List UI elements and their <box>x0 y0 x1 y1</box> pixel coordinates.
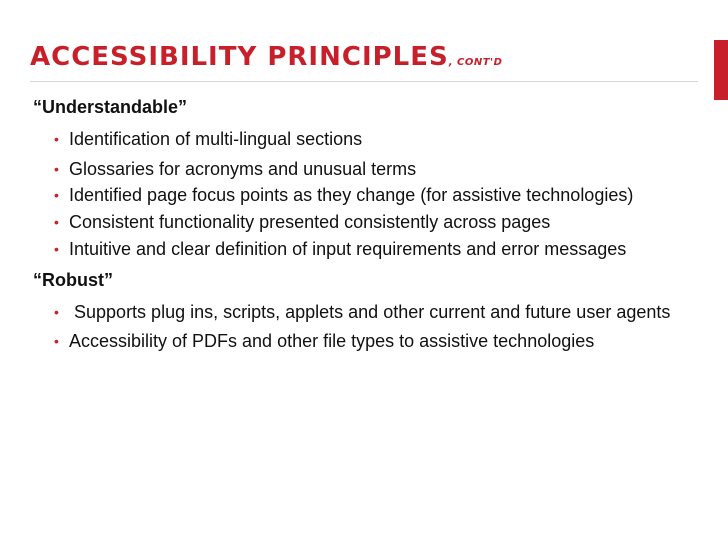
bullet-glyph: • <box>54 333 59 349</box>
bullet-item <box>50 211 698 233</box>
bullet-text: Intuitive and clear definition of input requirements and error messages <box>69 239 627 259</box>
bullet-item <box>50 301 698 323</box>
bullet-glyph: • <box>54 131 59 147</box>
bullet-glyph: • <box>54 214 59 230</box>
section-heading-understandable: “Understandable” <box>33 97 188 117</box>
bullet-glyph: • <box>54 304 59 320</box>
bullet-text: Accessibility of PDFs and other file types to assistive technologies <box>69 331 595 351</box>
bullet-text: Glossaries for acronyms and unusual terms <box>69 159 417 179</box>
slide-title <box>30 35 502 73</box>
section-heading-robust: “Robust” <box>33 270 113 290</box>
bullet-item <box>50 184 698 206</box>
bullet-text: Consistent functionality presented consistently across pages <box>69 212 551 232</box>
bullet-item <box>50 330 698 352</box>
bullet-list-robust <box>33 301 698 352</box>
bullet-item <box>50 128 698 150</box>
section-understandable <box>33 96 698 260</box>
bullet-text: Identified page focus points as they change (for assistive technologies) <box>69 185 634 205</box>
bullet-glyph: • <box>54 161 59 177</box>
bullet-glyph: • <box>54 241 59 257</box>
bullet-list-understandable <box>33 128 698 260</box>
accent-bar <box>714 40 728 100</box>
bullet-item <box>50 158 698 180</box>
title-divider <box>30 81 698 82</box>
bullet-item <box>50 238 698 260</box>
slide-content <box>33 96 698 352</box>
section-robust <box>33 269 698 352</box>
slide-title-main: ACCESSIBILITY PRINCIPLES <box>30 42 449 72</box>
slide-title-suffix: , CONT'D <box>448 57 503 68</box>
bullet-glyph: • <box>54 187 59 203</box>
bullet-text: Identification of multi-lingual sections <box>69 129 363 149</box>
bullet-text: Supports plug ins, scripts, applets and other current and future user agents <box>69 302 671 322</box>
